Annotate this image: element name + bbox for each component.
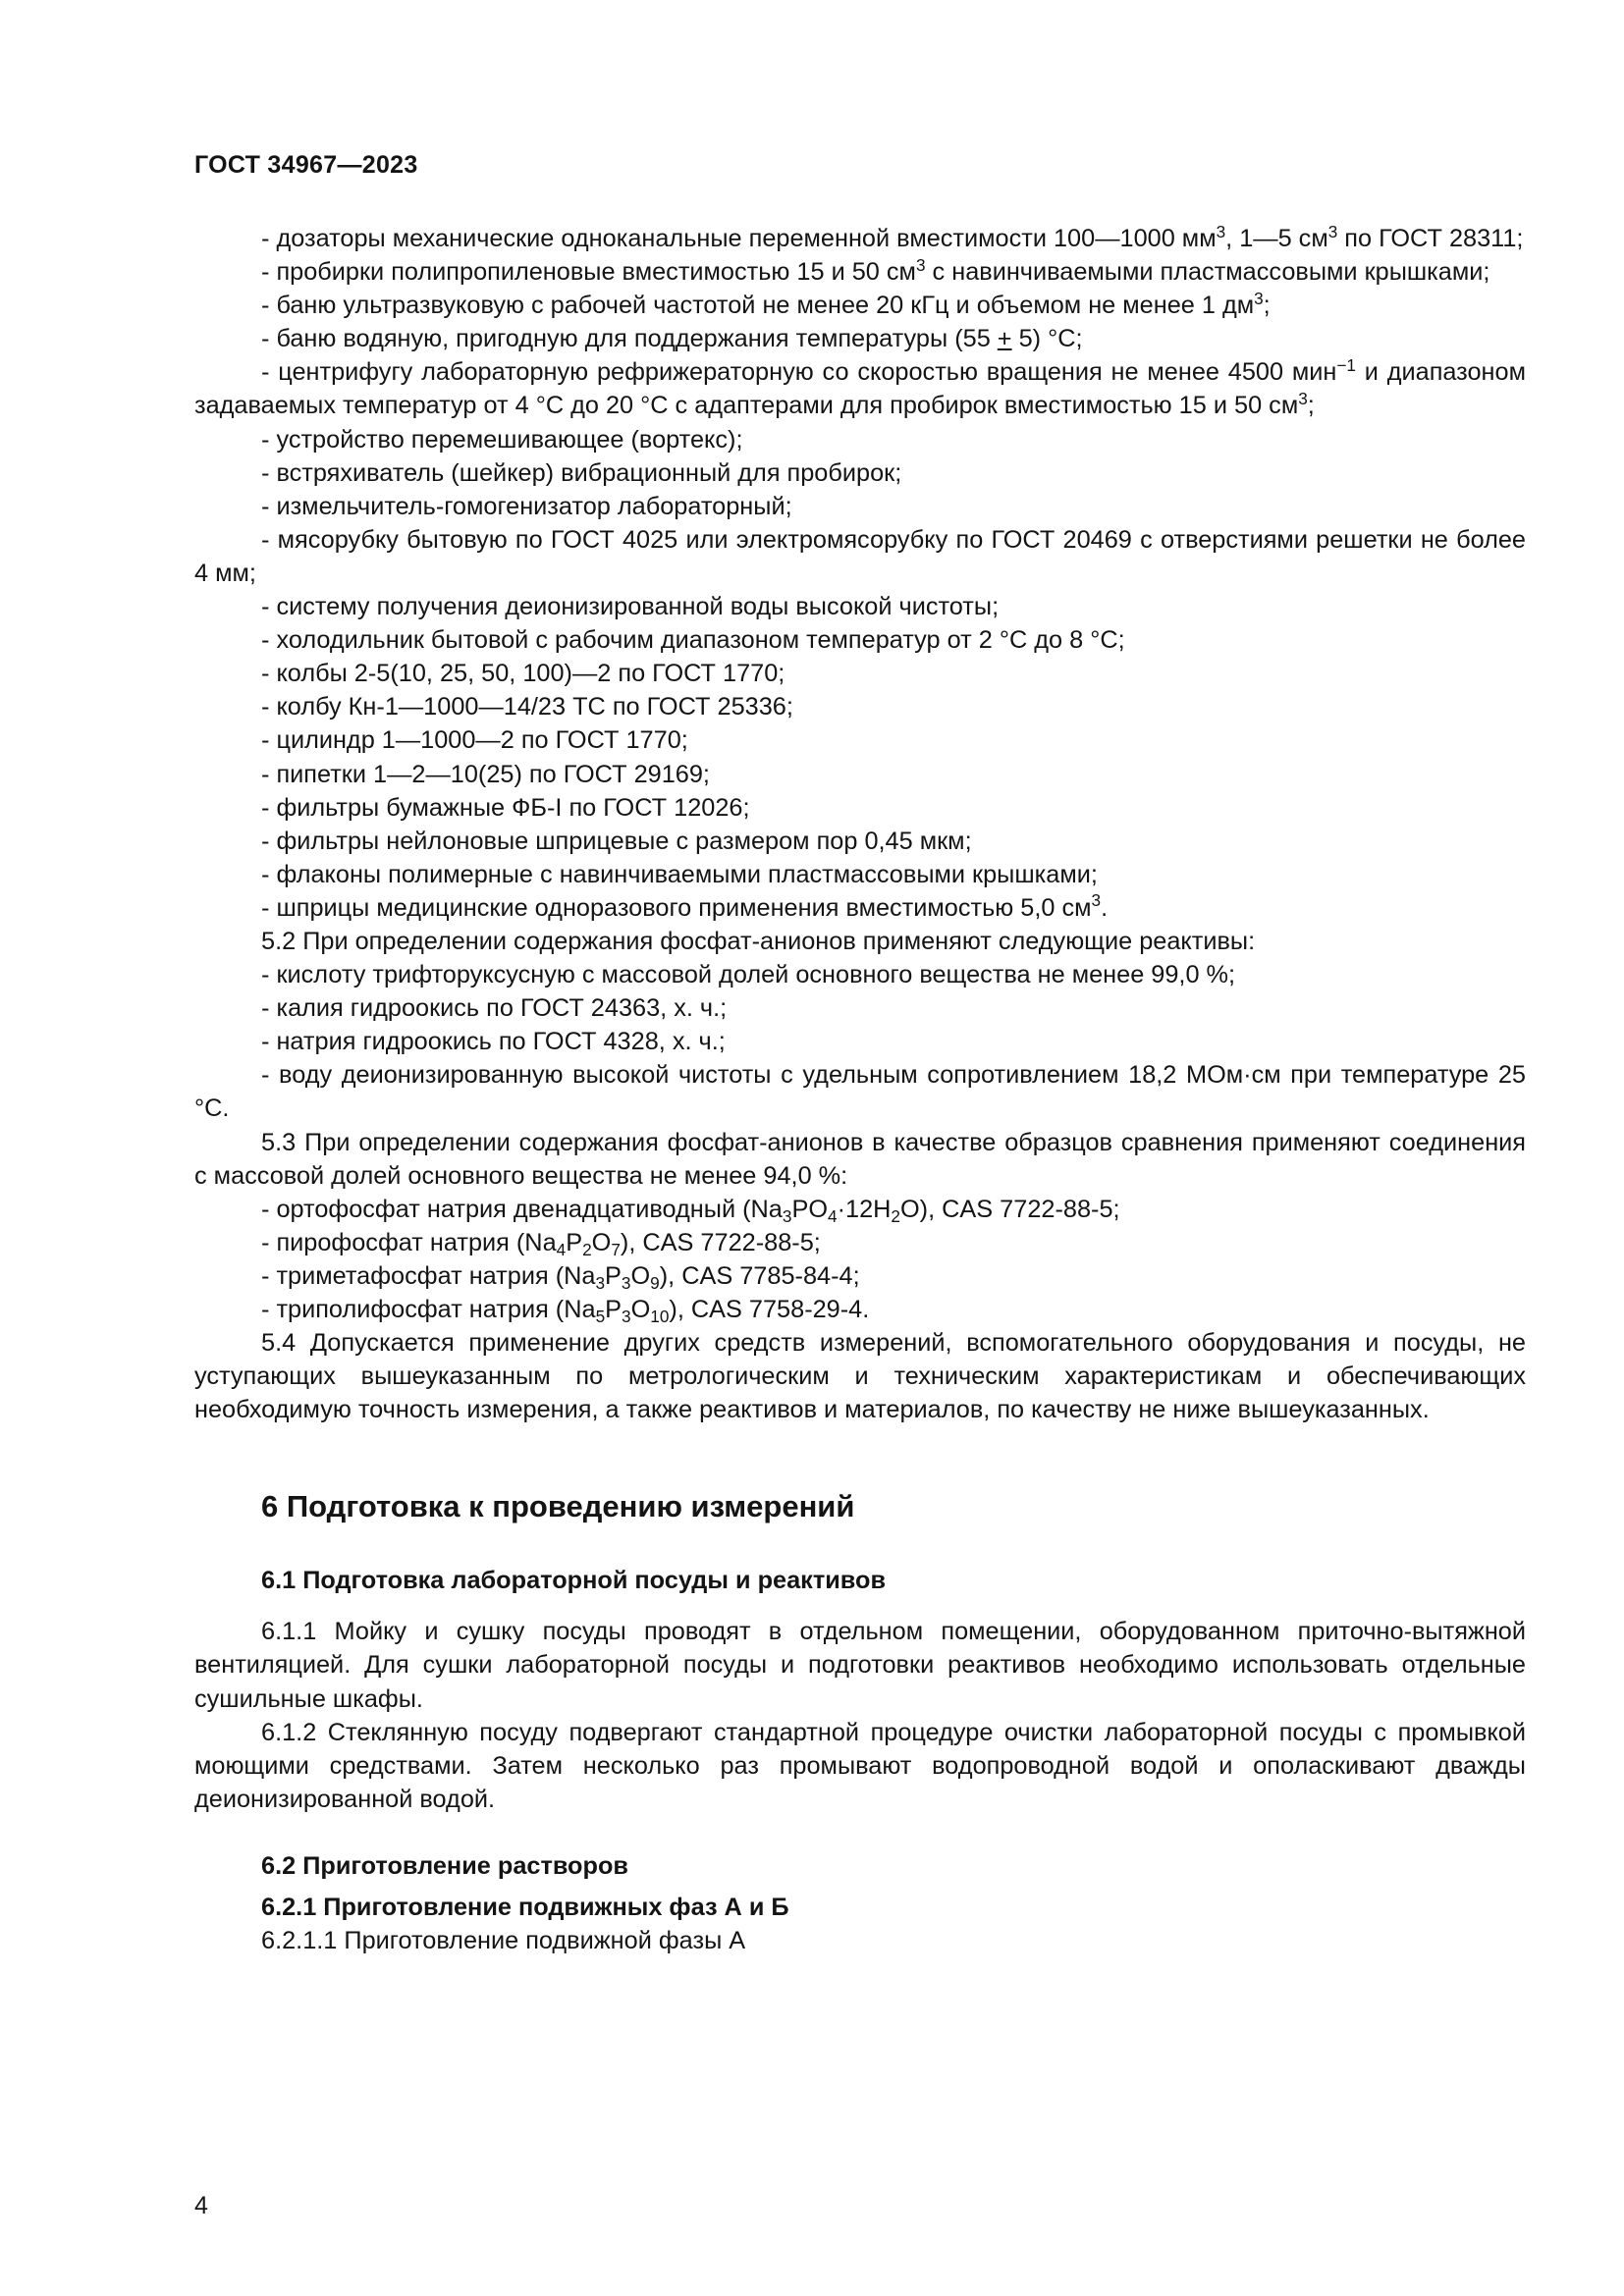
list-item: - систему получения деионизированной воды высокой чистоты; [261,593,1000,621]
list-item: - калия гидроокись по ГОСТ 24363, х. ч.; [261,994,728,1023]
list-item: - триполифосфат натрия $(Na_5P_3O_{10})$, CAS 7758-29-4. [261,1296,870,1327]
subsection-6-2-title: 6.2 Приготовление растворов [261,1851,628,1880]
list-item: - пипетки 1—2—10(25) по ГОСТ 29169; [261,760,710,788]
document-header: ГОСТ 34967—2023 [194,151,418,179]
list-item: - триметафосфат натрия $(Na_3P_3O_9)$, CAS 7785-84-4; [261,1261,860,1294]
list-item: - кислоту трифторуксусную с массовой долей основного вещества не менее 99,0 %; [261,961,1236,989]
paragraph-5-2: 5.2 При определении содержания фосфат-анионов применяют следующие реактивы: [261,927,1256,955]
paragraph-5-3: 5.3 При определении содержания фосфат-анионов в качестве образцов сравнения применяют соединения с массовой долей основного вещества не менее 94,0 %: [194,1128,1526,1190]
list-item: - колбы 2-5(10, 25, 50, 100)—2 по ГОСТ 1770; [261,660,785,688]
subsection-6-1-title: 6.1 Подготовка лабораторной посуды и реактивов [261,1567,886,1595]
paragraph-6-2-1-1: 6.2.1.1 Приготовление подвижной фазы А [261,1926,746,1954]
list-item: - устройство перемешивающее (вортекс); [261,425,743,454]
subsection-6-2-1-title: 6.2.1 Приготовление подвижных фаз А и Б [261,1893,789,1921]
page-number: 4 [194,2192,208,2219]
paragraph-6-1-2: 6.1.2 Стеклянную посуду подвергают стандартной процедуре очистки лабораторной посуды с промывкой моющими средствами. Затем несколько раз промывают водопроводной водой и ополаскивают дважды деионизированной водой. [194,1718,1526,1813]
list-item: - фильтры бумажные ФБ-I по ГОСТ 12026; [261,793,750,822]
list-item: - ортофосфат натрия двенадцативодный $(Na_3PO_4\cdot 12H_2O)$, CAS 7722-88-5; [261,1195,1120,1226]
list-item: - флаконы полимерные с навинчиваемыми пластмассовыми крышками; [261,860,1098,888]
list-item: - измельчитель-гомогенизатор лабораторный; [261,492,792,520]
paragraph-5-4: 5.4 Допускается применение других средств измерений, вспомогательного оборудования и посуды, не уступающих вышеуказанным по метрологическим и техническим характеристикам и обеспечивающих необходимую точность измерения, а также реактивов и материалов, по качеству не ниже вышеуказанных. [194,1329,1526,1424]
list-item: - центрифугу лабораторную рефрижераторную со скоростью вращения не менее 4500 мин$^{-1}$ и диапазоном задаваемых температур от 4 °С до 20 °С с адаптерами для пробирок вместимостью 15 и 50 $см^3$; [194,354,1526,420]
list-item: - баню ультразвуковую с рабочей частотой не менее 20 кГц и объемом не менее 1 $дм^3$; [261,288,1271,320]
list-item: - цилиндр 1—1000—2 по ГОСТ 1770; [261,726,688,755]
list-item: - встряхиватель (шейкер) вибрационный для пробирок; [261,458,902,487]
list-item: - пирофосфат натрия $(Na_4P_2O_7)$, CAS 7722-88-5; [261,1228,821,1259]
page-body [194,222,1526,1957]
section-6-title: 6 Подготовка к проведению измерений [261,1489,855,1524]
list-item: - пробирки полипропиленовые вместимостью 15 и 50 $см^3$ с навинчиваемыми пластмассовыми крышками; [261,254,1490,287]
list-item: - холодильник бытовой с рабочим диапазоном температур от 2 °С до 8 °С; [261,626,1125,655]
list-item: - колбу Кн-1—1000—14/23 ТС по ГОСТ 25336; [261,693,793,721]
list-item: - воду деионизированную высокой чистоты с удельным сопротивлением 18,2 МОм·см при температуре 25 °С. [194,1061,1526,1123]
list-item: - дозаторы механические одноканальные переменной вместимости 100—1000 $мм^3$, 1—5 $см^3$ по ГОСТ 28311; [261,221,1524,252]
list-item: - натрия гидроокись по ГОСТ 4328, х. ч.; [261,1028,726,1056]
list-item: - мясорубку бытовую по ГОСТ 4025 или электромясорубку по ГОСТ 20469 с отверстиями решетки не более 4 мм; [194,525,1526,587]
list-item: - шприцы медицинские одноразового применения вместимостью 5,0 $см^3$. [261,890,1109,922]
list-item: - фильтры нейлоновые шприцевые с размером пор 0,45 мкм; [261,827,972,855]
list-item: - баню водяную, пригодную для поддержания температуры (55 + 5) °С; [261,325,1083,353]
paragraph-6-1-1: 6.1.1 Мойку и сушку посуды проводят в отдельном помещении, оборудованном приточно-вытяжной вентиляцией. Для сушки лабораторной посуды и подготовки реактивов необходимо использовать отдельные сушильные шкафы. [194,1618,1526,1713]
